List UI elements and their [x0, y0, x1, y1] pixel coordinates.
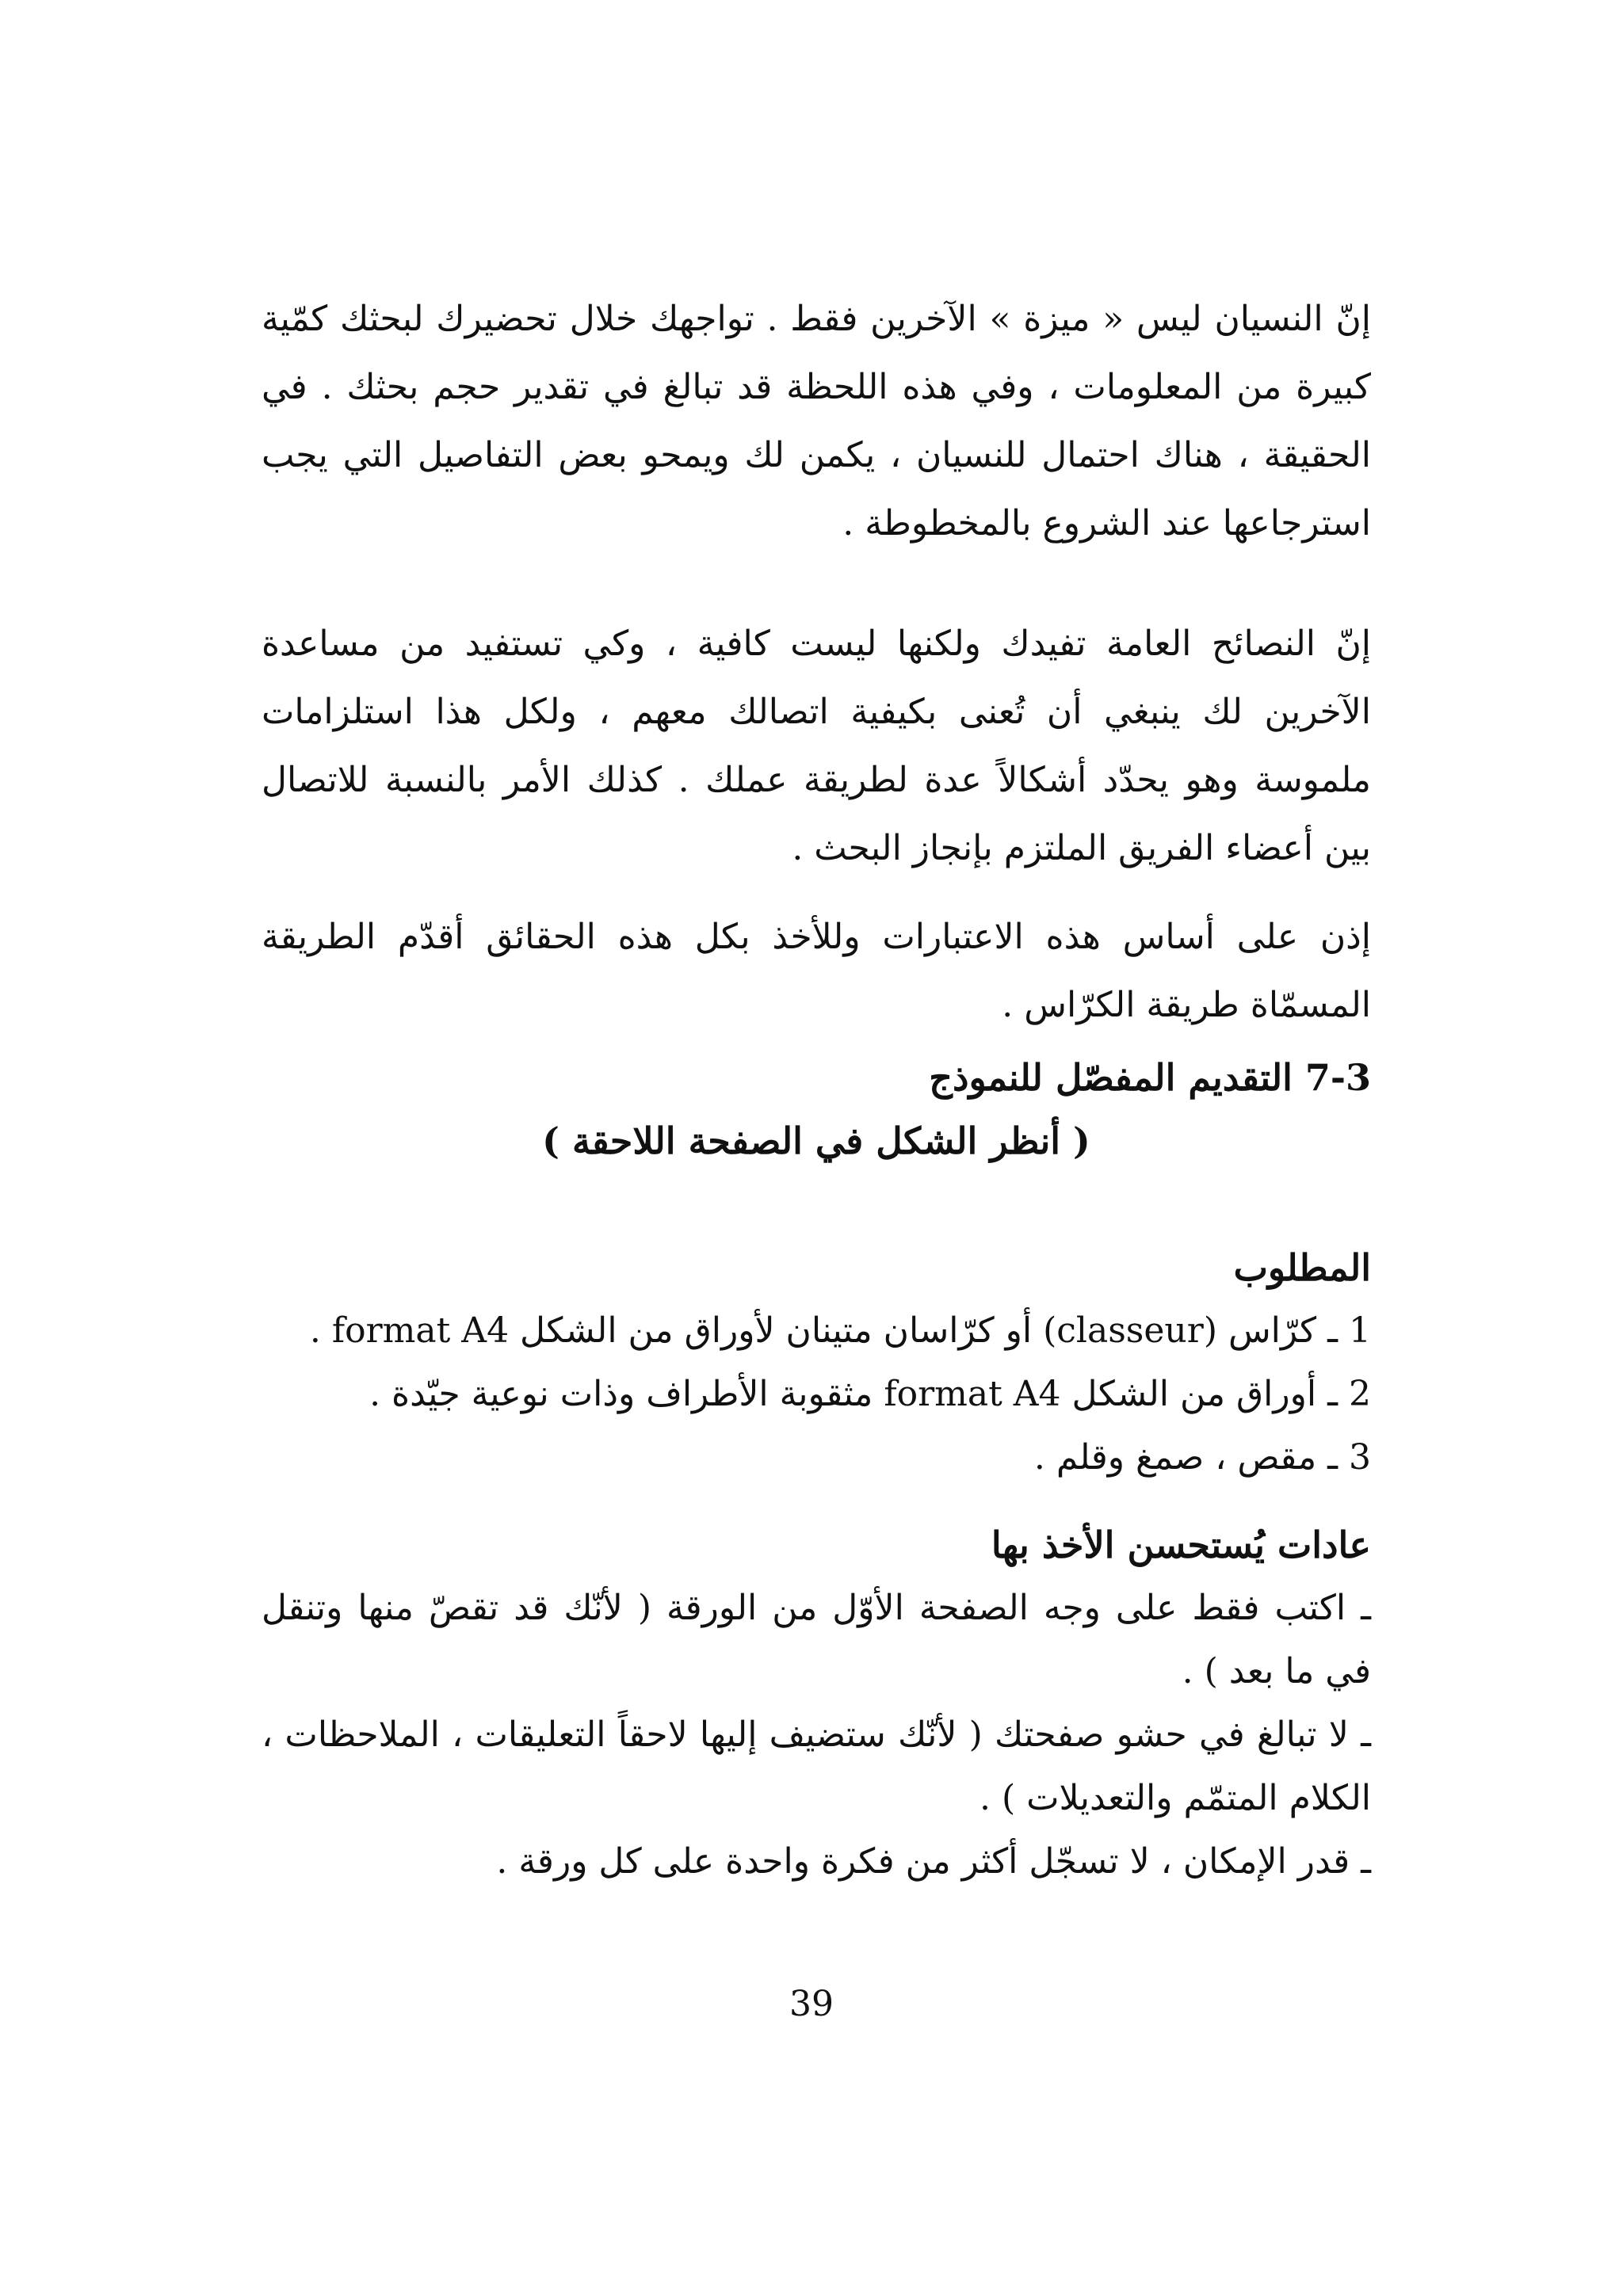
list-item: ـ لا تبالغ في حشو صفحتك ( لأنّك ستضيف إليها لاحقاً التعليقات ، الملاحظات ، الكلام المتمّم والتعديلات ) . [262, 1714, 1371, 1818]
section-note: ( أنظر الشكل في الصفحة اللاحقة ) [542, 1119, 1090, 1162]
paragraph-general-advice: إنّ النصائح العامة تفيدك ولكنها ليست كافية ، وكي تستفيد من مساعدة الآخرين لك ينبغي أن تُعنى بكيفية اتصالك معهم ، ولكل هذا استلزامات ملموسة وهو يحدّد أشكالاً عدة لطريقة عملك . كذلك الأمر بالنسبة للاتصال بين أعضاء الفريق الملتزم بإنجاز البحث . [262, 624, 1371, 868]
section-title: 7-3 التقديم المفصّل للنموذج [929, 1056, 1371, 1099]
list-item: 3 ـ مقص ، صمغ وقلم . [1033, 1437, 1371, 1478]
list-item: 1 ـ كرّاس (classeur) أو كرّاسان متينان لأوراق من الشكل format A4 . [309, 1310, 1371, 1351]
list-item: ـ قدر الإمكان ، لا تسجّل أكثر من فكرة واحدة على كل ورقة . [496, 1841, 1371, 1882]
required-list [262, 1299, 1371, 1489]
habits-list [262, 1577, 1371, 1894]
habits-heading: عادات يُستحسن الأخذ بها [991, 1524, 1371, 1566]
page-number: 39 [789, 1984, 834, 2024]
list-item: ـ اكتب فقط على وجه الصفحة الأوّل من الورقة ( لأنّك قد تقصّ منها وتنقل في ما بعد ) . [262, 1588, 1371, 1691]
list-item: 2 ـ أوراق من الشكل format A4 مثقوبة الأطراف وذات نوعية جيّدة . [369, 1374, 1371, 1414]
paragraph-forgetting: إنّ النسيان ليس « ميزة » الآخرين فقط . تواجهك خلال تحضيرك لبحثك كمّية كبيرة من المعلومات ، وفي هذه اللحظة قد تبالغ في تقدير حجم بحثك . في الحقيقة ، هناك احتمال للنسيان ، يكمن لك ويمحو بعض التفاصيل التي يجب استرجاعها عند الشروع بالمخطوطة . [262, 299, 1371, 543]
paragraph-notebook-method: إذن على أساس هذه الاعتبارات وللأخذ بكل هذه الحقائق أقدّم الطريقة المسمّاة طريقة الكرّاس . [262, 917, 1371, 1025]
required-heading: المطلوب [1233, 1246, 1371, 1289]
